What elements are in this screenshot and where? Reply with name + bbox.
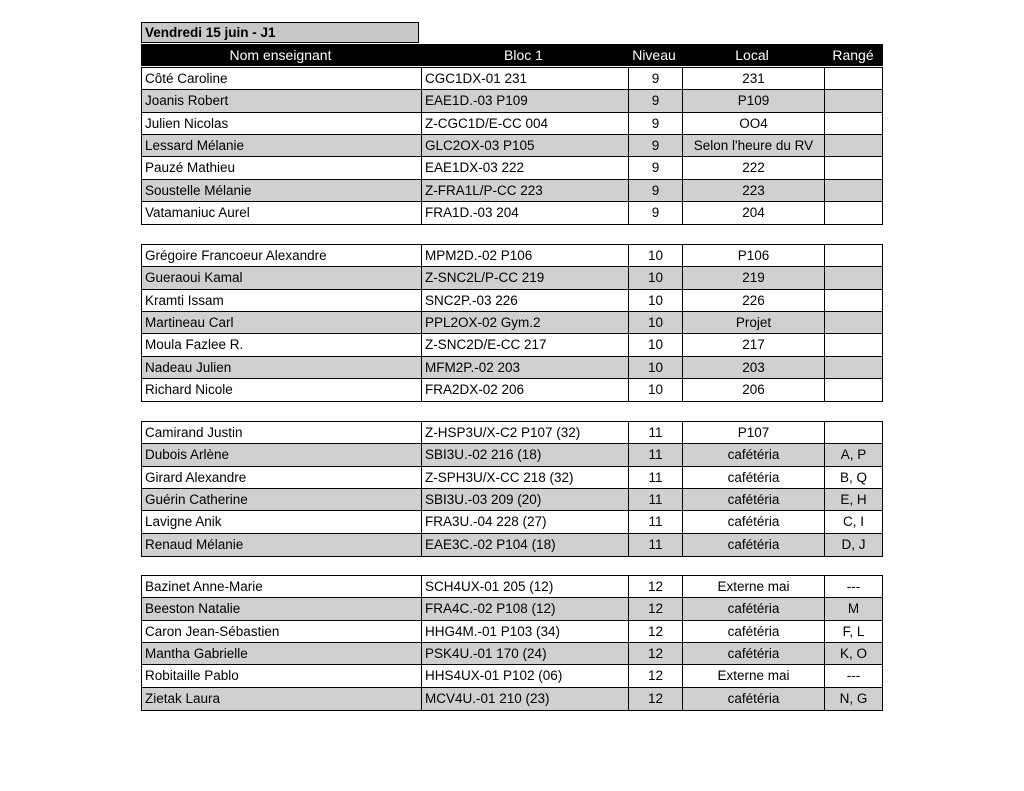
table-row [142, 180, 882, 202]
cell-bloc-1: CGC1DX-01 231 [421, 68, 628, 89]
cell-nom-enseignant: Julien Nicolas [145, 115, 229, 131]
cell-niveau: 10 [628, 290, 682, 311]
table-row [142, 621, 882, 643]
cell-range [824, 135, 882, 156]
cell-bloc-1: FRA1D.-03 204 [421, 202, 628, 224]
cell-nom-enseignant: Zietak Laura [145, 690, 221, 706]
cell-range: K, O [824, 643, 882, 664]
cell-bloc-1: PPL2OX-02 Gym.2 [421, 312, 628, 333]
table-row [142, 90, 882, 112]
cell-bloc-1: MFM2P.-02 203 [421, 357, 628, 378]
table-row [142, 444, 882, 466]
cell-range [824, 245, 882, 266]
table-row [142, 379, 882, 401]
header-range: Rangé [832, 47, 874, 63]
cell-range: B, Q [824, 467, 882, 488]
cell-bloc-1: HHG4M.-01 P103 (34) [421, 621, 628, 642]
cell-nom-enseignant: Mantha Gabrielle [145, 645, 248, 661]
cell-nom-enseignant: Robitaille Pablo [145, 668, 239, 684]
cell-niveau: 10 [628, 357, 682, 378]
cell-nom-enseignant: Caron Jean-Sébastien [145, 623, 280, 639]
cell-niveau: 10 [628, 334, 682, 355]
cell-range [824, 334, 882, 355]
cell-bloc-1: Z-HSP3U/X-C2 P107 (32) [421, 422, 628, 443]
cell-nom-enseignant: Dubois Arlène [145, 447, 230, 463]
cell-nom-enseignant: Lavigne Anik [145, 514, 222, 530]
cell-local: Selon l'heure du RV [682, 135, 824, 156]
cell-range [824, 68, 882, 89]
header-local: Local [735, 47, 769, 63]
cell-bloc-1: FRA2DX-02 206 [421, 379, 628, 401]
cell-niveau: 9 [628, 202, 682, 224]
header-nom-enseignant: Nom enseignant [229, 47, 332, 63]
table-row [142, 357, 882, 379]
cell-bloc-1: PSK4U.-01 170 (24) [421, 643, 628, 664]
cell-bloc-1: SCH4UX-01 205 (12) [421, 576, 628, 597]
cell-bloc-1: FRA4C.-02 P108 (12) [421, 598, 628, 619]
cell-local: P109 [682, 90, 824, 111]
cell-local: 219 [682, 267, 824, 288]
cell-niveau: 11 [628, 444, 682, 465]
table-group [141, 244, 883, 402]
cell-nom-enseignant: Pauzé Mathieu [145, 160, 236, 176]
cell-local: cafétéria [682, 643, 824, 664]
cell-niveau: 9 [628, 180, 682, 201]
cell-local: OO4 [682, 113, 824, 134]
cell-niveau: 9 [628, 90, 682, 111]
table-row [142, 576, 882, 598]
cell-range: --- [824, 665, 882, 686]
cell-nom-enseignant: Joanis Robert [145, 93, 229, 109]
cell-niveau: 9 [628, 135, 682, 156]
cell-nom-enseignant: Bazinet Anne-Marie [145, 579, 263, 594]
cell-nom-enseignant: Nadeau Julien [145, 359, 232, 375]
table-row [142, 68, 882, 90]
cell-niveau: 12 [628, 643, 682, 664]
cell-niveau: 11 [628, 422, 682, 443]
table-row [142, 113, 882, 135]
cell-local: cafétéria [682, 489, 824, 510]
cell-range [824, 379, 882, 401]
cell-niveau: 10 [628, 312, 682, 333]
cell-nom-enseignant: Vatamaniuc Aurel [145, 204, 250, 220]
table-row [142, 665, 882, 687]
cell-nom-enseignant: Beeston Natalie [145, 601, 241, 617]
cell-local: 203 [682, 357, 824, 378]
table-row [142, 267, 882, 289]
cell-bloc-1: EAE1D.-03 P109 [421, 90, 628, 111]
table-row [142, 245, 882, 267]
cell-niveau: 12 [628, 576, 682, 597]
cell-range: C, I [824, 511, 882, 532]
cell-range [824, 357, 882, 378]
cell-nom-enseignant: Martineau Carl [145, 314, 234, 330]
cell-range [824, 312, 882, 333]
cell-local: 217 [682, 334, 824, 355]
cell-local: Projet [682, 312, 824, 333]
cell-local: 206 [682, 379, 824, 401]
cell-local: cafétéria [682, 688, 824, 710]
cell-range: M [824, 598, 882, 619]
table-row [142, 135, 882, 157]
cell-range [824, 202, 882, 224]
cell-nom-enseignant: Gueraoui Kamal [145, 270, 243, 286]
cell-local: cafétéria [682, 444, 824, 465]
cell-bloc-1: Z-CGC1D/E-CC 004 [421, 113, 628, 134]
cell-range: D, J [824, 534, 882, 556]
cell-bloc-1: MPM2D.-02 P106 [421, 245, 628, 266]
cell-nom-enseignant: Renaud Mélanie [145, 536, 244, 552]
cell-local: cafétéria [682, 621, 824, 642]
table-row [142, 467, 882, 489]
cell-local: Externe mai [682, 665, 824, 686]
cell-bloc-1: EAE3C.-02 P104 (18) [421, 534, 628, 556]
cell-local: 231 [682, 68, 824, 89]
table-row [142, 489, 882, 511]
cell-range [824, 267, 882, 288]
cell-bloc-1: SBI3U.-03 209 (20) [421, 489, 628, 510]
cell-nom-enseignant: Camirand Justin [145, 425, 243, 440]
cell-nom-enseignant: Côté Caroline [145, 71, 228, 86]
cell-range [824, 290, 882, 311]
cell-niveau: 12 [628, 665, 682, 686]
cell-bloc-1: SNC2P.-03 226 [421, 290, 628, 311]
table-row [142, 422, 882, 444]
cell-bloc-1: Z-FRA1L/P-CC 223 [421, 180, 628, 201]
cell-niveau: 9 [628, 113, 682, 134]
cell-bloc-1: Z-SPH3U/X-CC 218 (32) [421, 467, 628, 488]
cell-local: 204 [682, 202, 824, 224]
cell-range [824, 90, 882, 111]
cell-range: A, P [824, 444, 882, 465]
cell-niveau: 10 [628, 267, 682, 288]
cell-bloc-1: SBI3U.-02 216 (18) [421, 444, 628, 465]
cell-nom-enseignant: Guérin Catherine [145, 491, 248, 507]
cell-nom-enseignant: Kramti Issam [145, 292, 224, 308]
cell-range: N, G [824, 688, 882, 710]
cell-niveau: 9 [628, 157, 682, 178]
cell-local: P106 [682, 245, 824, 266]
table-group [141, 575, 883, 711]
cell-range [824, 422, 882, 443]
cell-bloc-1: Z-SNC2L/P-CC 219 [421, 267, 628, 288]
table-row [142, 643, 882, 665]
table-row [142, 688, 882, 710]
cell-niveau: 11 [628, 467, 682, 488]
cell-range: --- [824, 576, 882, 597]
header-bloc-1: Bloc 1 [504, 47, 543, 63]
cell-local: Externe mai [682, 576, 824, 597]
cell-bloc-1: MCV4U.-01 210 (23) [421, 688, 628, 710]
cell-bloc-1: EAE1DX-03 222 [421, 157, 628, 178]
cell-local: cafétéria [682, 598, 824, 619]
cell-local: 222 [682, 157, 824, 178]
table-row [142, 511, 882, 533]
cell-nom-enseignant: Moula Fazlee R. [145, 337, 244, 353]
table-group [141, 421, 883, 557]
cell-nom-enseignant: Soustelle Mélanie [145, 182, 252, 198]
table-row [142, 290, 882, 312]
cell-bloc-1: Z-SNC2D/E-CC 217 [421, 334, 628, 355]
cell-bloc-1: FRA3U.-04 228 (27) [421, 511, 628, 532]
cell-nom-enseignant: Richard Nicole [145, 381, 233, 397]
cell-range [824, 180, 882, 201]
cell-niveau: 10 [628, 379, 682, 401]
table-row [142, 598, 882, 620]
cell-bloc-1: GLC2OX-03 P105 [421, 135, 628, 156]
cell-niveau: 10 [628, 245, 682, 266]
cell-nom-enseignant: Grégoire Francoeur Alexandre [145, 248, 327, 263]
cell-niveau: 12 [628, 598, 682, 619]
table-row [142, 157, 882, 179]
cell-local: 226 [682, 290, 824, 311]
cell-niveau: 11 [628, 489, 682, 510]
cell-local: P107 [682, 422, 824, 443]
cell-niveau: 12 [628, 688, 682, 710]
cell-local: 223 [682, 180, 824, 201]
cell-niveau: 11 [628, 534, 682, 556]
header-niveau: Niveau [632, 47, 676, 63]
table-group [141, 67, 883, 225]
cell-local: cafétéria [682, 511, 824, 532]
cell-range: E, H [824, 489, 882, 510]
cell-bloc-1: HHS4UX-01 P102 (06) [421, 665, 628, 686]
cell-niveau: 11 [628, 511, 682, 532]
table-row [142, 202, 882, 224]
page-title: Vendredi 15 juin - J1 [141, 22, 419, 43]
cell-nom-enseignant: Lessard Mélanie [145, 137, 245, 153]
cell-local: cafétéria [682, 534, 824, 556]
cell-range: F, L [824, 621, 882, 642]
table-row [142, 334, 882, 356]
cell-niveau: 9 [628, 68, 682, 89]
cell-range [824, 113, 882, 134]
table-row [142, 312, 882, 334]
table-header [141, 44, 883, 66]
cell-nom-enseignant: Girard Alexandre [145, 469, 247, 485]
table-row [142, 534, 882, 556]
cell-range [824, 157, 882, 178]
cell-niveau: 12 [628, 621, 682, 642]
cell-local: cafétéria [682, 467, 824, 488]
